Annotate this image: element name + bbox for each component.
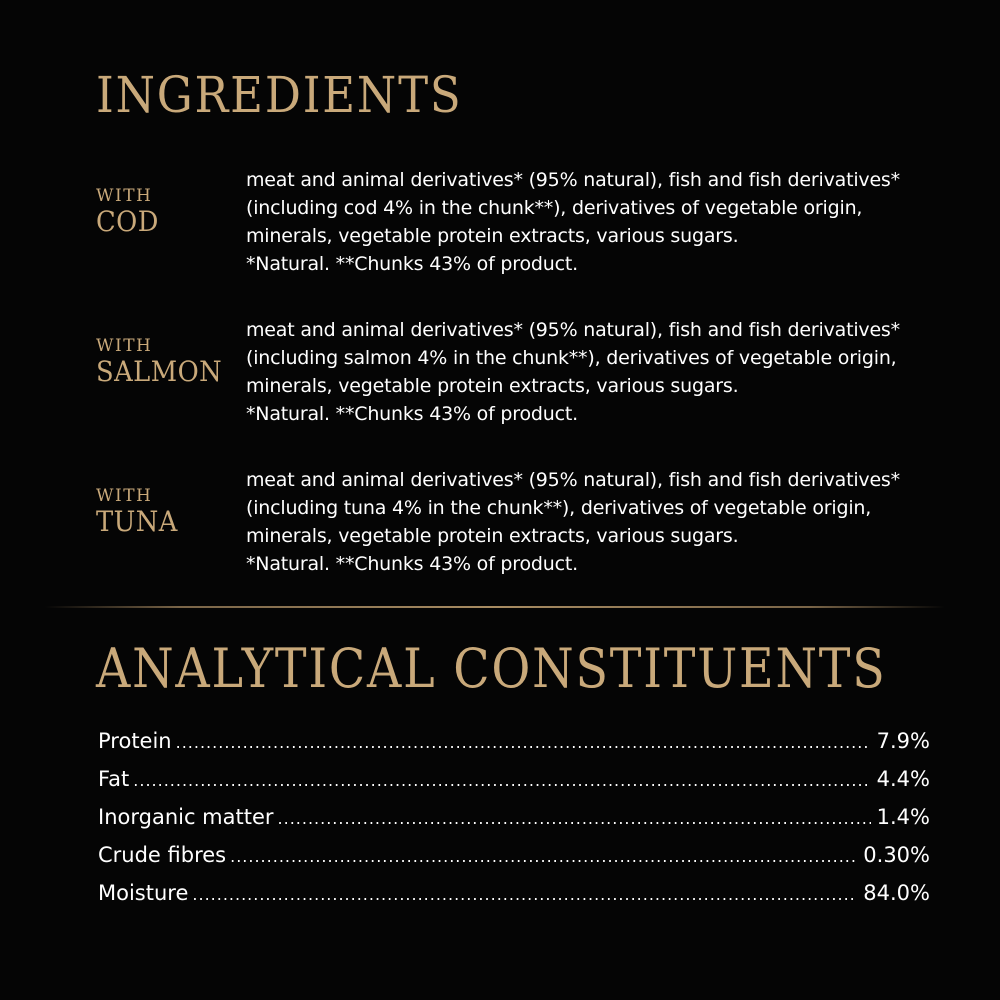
- description-line: minerals, vegetable protein extracts, various sugars.: [246, 525, 739, 547]
- section-divider: [45, 606, 945, 608]
- variant-with: WITH: [96, 186, 153, 206]
- variant-with: WITH: [96, 336, 153, 356]
- constituent-label: Inorganic matter: [98, 805, 274, 829]
- description-line: meat and animal derivatives* (95% natural), fish and fish derivatives*: [246, 169, 900, 191]
- constituent-row-fat: [98, 767, 930, 805]
- variant-name: SALMON: [96, 355, 223, 388]
- constituent-value: 84.0%: [863, 881, 930, 905]
- description-line: *Natural. **Chunks 43% of product.: [246, 253, 578, 275]
- variant-label: [96, 186, 164, 238]
- description-line: *Natural. **Chunks 43% of product.: [246, 403, 578, 425]
- description-line: minerals, vegetable protein extracts, various sugars.: [246, 225, 739, 247]
- constituent-row-inorganic-matter: [98, 805, 930, 843]
- description-line: meat and animal derivatives* (95% natural), fish and fish derivatives*: [246, 469, 900, 491]
- dot-leader: [278, 809, 871, 828]
- constituent-label: Protein: [98, 729, 172, 753]
- constituent-row-crude-fibres: [98, 843, 930, 881]
- ingredient-block-cod: [0, 166, 1000, 286]
- constituent-row-moisture: [98, 881, 930, 919]
- constituents-list: [98, 729, 930, 919]
- dot-leader: [192, 885, 857, 904]
- dot-leader: [230, 847, 857, 866]
- description-line: (including cod 4% in the chunk**), derivatives of vegetable origin,: [246, 197, 863, 219]
- description-line: (including salmon 4% in the chunk**), derivatives of vegetable origin,: [246, 347, 897, 369]
- variant-name: TUNA: [96, 505, 178, 538]
- ingredient-description: [246, 316, 986, 428]
- ingredients-heading: INGREDIENTS: [96, 66, 463, 124]
- constituent-label: Crude fibres: [98, 843, 227, 867]
- constituent-label: Fat: [98, 767, 130, 791]
- description-line: minerals, vegetable protein extracts, various sugars.: [246, 375, 739, 397]
- constituent-row-protein: [98, 729, 930, 767]
- constituent-label: Moisture: [98, 881, 189, 905]
- analytical-heading: ANALYTICAL CONSTITUENTS: [96, 637, 887, 700]
- constituent-value: 4.4%: [876, 767, 930, 791]
- description-line: meat and animal derivatives* (95% natural), fish and fish derivatives*: [246, 319, 900, 341]
- description-line: *Natural. **Chunks 43% of product.: [246, 553, 578, 575]
- variant-label: [96, 486, 185, 538]
- ingredient-description: [246, 466, 986, 578]
- ingredient-description: [246, 166, 986, 278]
- dot-leader: [176, 733, 871, 752]
- constituent-value: 0.30%: [863, 843, 930, 867]
- constituent-value: 7.9%: [876, 729, 930, 753]
- variant-name: COD: [96, 205, 159, 238]
- variant-label: [96, 336, 233, 388]
- constituent-value: 1.4%: [876, 805, 930, 829]
- ingredient-block-salmon: [0, 316, 1000, 436]
- description-line: (including tuna 4% in the chunk**), derivatives of vegetable origin,: [246, 497, 872, 519]
- ingredient-block-tuna: [0, 466, 1000, 586]
- dot-leader: [133, 771, 870, 790]
- variant-with: WITH: [96, 486, 153, 506]
